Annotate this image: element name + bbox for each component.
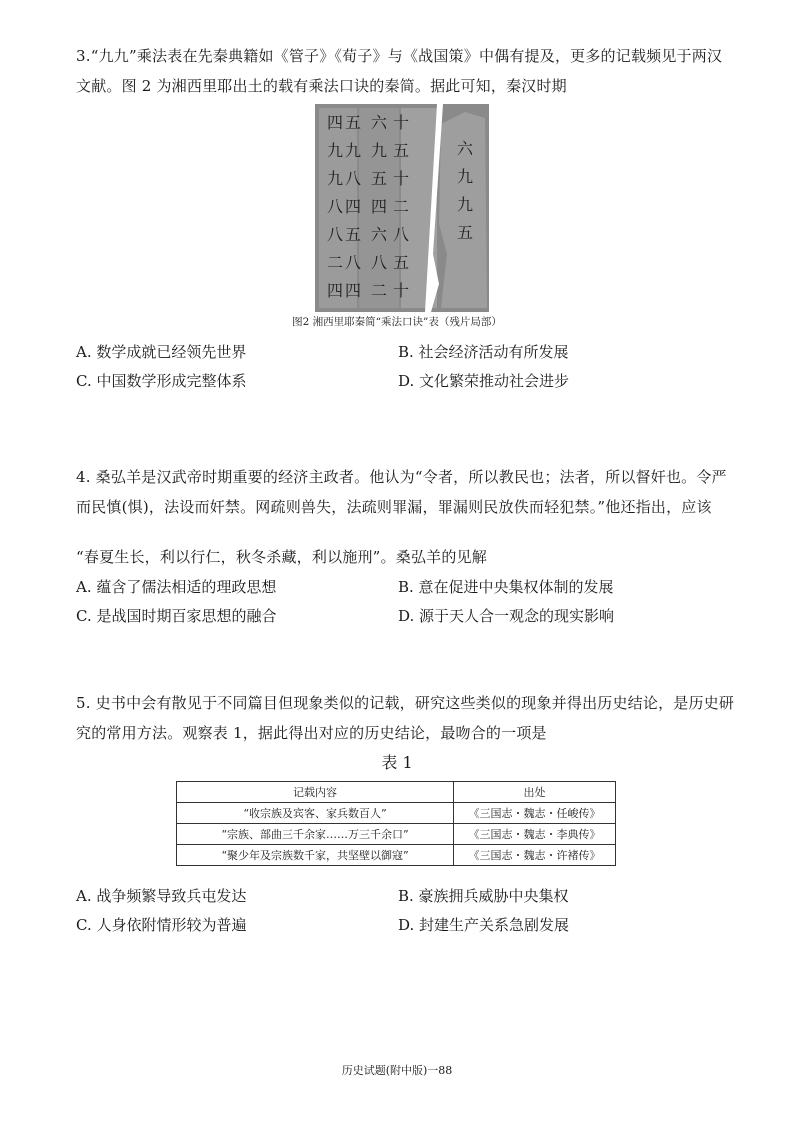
slip-glyph: 九 [457, 195, 474, 214]
q4-option-a[interactable]: A. 蕴含了儒法相适的理政思想 [76, 578, 277, 596]
slip-glyph: 十 [393, 169, 410, 188]
figure-caption: 图2 湘西里耶秦简“乘法口诀”表（残片局部） [292, 316, 502, 328]
q5-option-c[interactable]: C. 人身依附情形较为普遍 [76, 916, 247, 934]
slip-glyph: 八 [327, 197, 344, 216]
slip-glyph: 八 [345, 253, 362, 272]
q5-option-d[interactable]: D. 封建生产关系急剧发展 [398, 916, 570, 934]
q4-option-c[interactable]: C. 是战国时期百家思想的融合 [76, 607, 277, 625]
table-header-source: 出处 [454, 782, 616, 803]
slip-glyph: 二 [393, 197, 410, 216]
table-title: 表 1 [381, 753, 413, 772]
slip-glyph: 二 [327, 253, 344, 272]
slip-glyph: 五 [371, 169, 388, 188]
q3-option-d[interactable]: D. 文化繁荣推动社会进步 [398, 372, 570, 390]
slip-glyph: 四 [345, 281, 362, 300]
slip-glyph: 九 [327, 169, 344, 188]
bamboo-slip-image [315, 104, 489, 312]
records-table [176, 781, 616, 866]
question-4-text-continued: “春夏生长，利以行仁，秋冬杀藏，利以施刑”。桑弘羊的见解 [76, 548, 487, 566]
q3-option-a[interactable]: A. 数学成就已经领先世界 [76, 343, 247, 361]
slip-glyph: 六 [371, 225, 388, 244]
slip-glyph: 五 [345, 225, 362, 244]
slip-glyph: 九 [345, 141, 362, 160]
q4-option-d[interactable]: D. 源于天人合一观念的现实影响 [398, 607, 615, 625]
slip-glyph: 八 [393, 225, 410, 244]
table-row [177, 845, 616, 866]
q5-option-b[interactable]: B. 豪族拥兵威胁中央集权 [398, 887, 569, 905]
table-cell-content: “收宗族及宾客、家兵数百人” [177, 803, 454, 824]
slip-glyph: 九 [457, 167, 474, 186]
table-row [177, 824, 616, 845]
question-4-text: 4. 桑弘羊是汉武帝时期重要的经济主政者。他认为“令者，所以教民也；法者，所以督奸也。令严而民慎(惧)，法设而奸禁。网疏则兽失，法疏则罪漏，罪漏则民放佚而轻犯禁。”他还指出，应该 [76, 468, 727, 516]
slip-glyph: 九 [371, 141, 388, 160]
table-cell-source: 《三国志・魏志・许褚传》 [454, 845, 616, 866]
slip-glyph: 五 [393, 141, 410, 160]
qin-bamboo-slip-figure [315, 104, 489, 312]
slip-glyph: 八 [327, 225, 344, 244]
q4-option-b[interactable]: B. 意在促进中央集权体制的发展 [398, 578, 614, 596]
table-cell-content: “宗族、部曲三千余家……万三千余口” [177, 824, 454, 845]
table-cell-source: 《三国志・魏志・任峻传》 [454, 803, 616, 824]
slip-glyph: 六 [457, 139, 474, 158]
question-5-text: 5. 史书中会有散见于不同篇目但现象类似的记载，研究这些类似的现象并得出历史结论，是历史研究的常用方法。观察表 1，据此得出对应的历史结论，最吻合的一项是 [76, 694, 735, 742]
slip-glyph: 八 [345, 169, 362, 188]
slip-glyph: 十 [393, 113, 410, 132]
slip-glyph: 八 [371, 253, 388, 272]
table-header-row [177, 782, 616, 803]
slip-glyph: 四 [371, 197, 388, 216]
slip-glyph: 六 [371, 113, 388, 132]
page-footer: 历史试题(附中版)一88 [341, 1064, 453, 1077]
slip-glyph: 五 [457, 223, 474, 242]
table-cell-content: “聚少年及宗族数千家，共坚壁以御寇” [177, 845, 454, 866]
q3-option-b[interactable]: B. 社会经济活动有所发展 [398, 343, 569, 361]
slip-glyph: 四 [327, 113, 344, 132]
slip-glyph: 四 [345, 197, 362, 216]
slip-glyph: 二 [371, 281, 388, 300]
q5-option-a[interactable]: A. 战争频繁导致兵屯发达 [76, 887, 247, 905]
slip-glyph: 五 [393, 253, 410, 272]
table-cell-source: 《三国志・魏志・李典传》 [454, 824, 616, 845]
table-header-content: 记载内容 [177, 782, 454, 803]
question-3-text: 3.“九九”乘法表在先秦典籍如《管子》《荀子》与《战国策》中偶有提及，更多的记载频见于两汉文献。图 2 为湘西里耶出土的载有乘法口诀的秦简。据此可知，秦汉时期 [76, 47, 723, 95]
slip-glyph: 十 [393, 281, 410, 300]
table-row [177, 803, 616, 824]
q3-option-c[interactable]: C. 中国数学形成完整体系 [76, 372, 247, 390]
slip-glyph: 九 [327, 141, 344, 160]
slip-glyph: 四 [327, 281, 344, 300]
slip-glyph: 五 [345, 113, 362, 132]
